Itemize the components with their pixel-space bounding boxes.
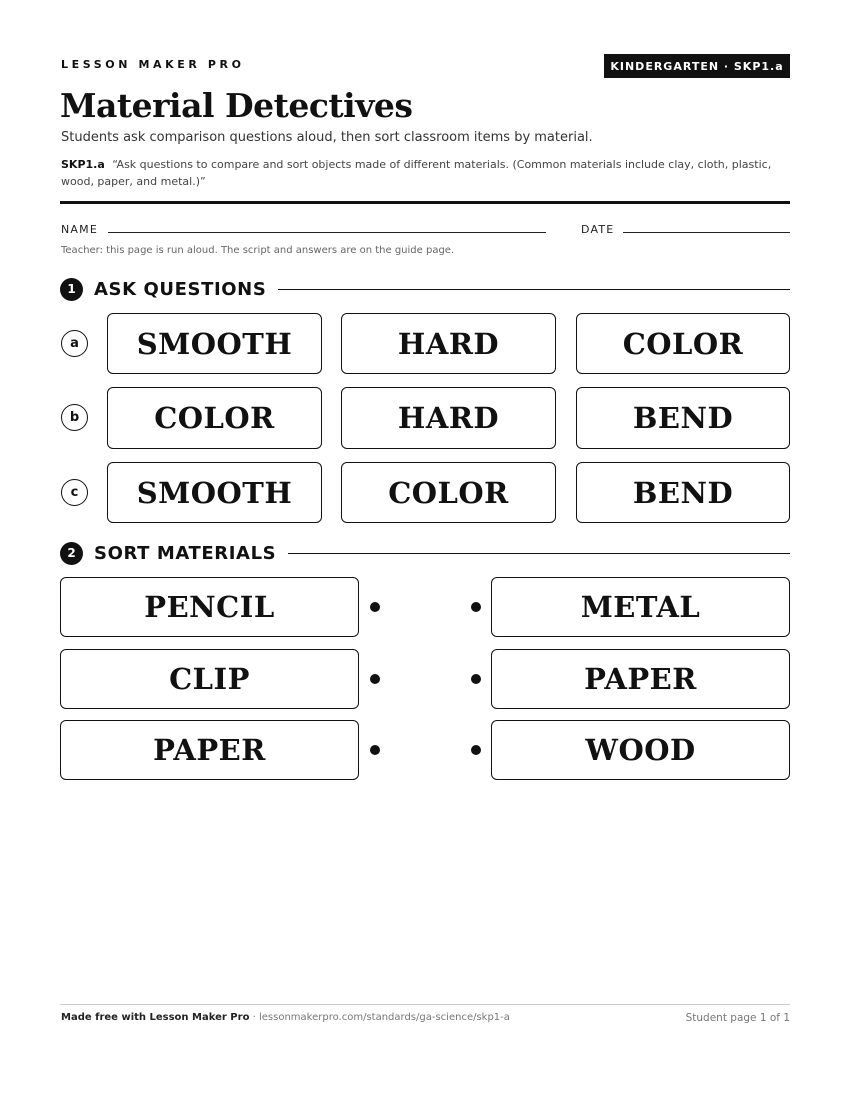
item-card-left[interactable]: CLIP — [60, 649, 359, 709]
question-letter-c: c — [61, 479, 88, 506]
page-subtitle: Students ask comparison questions aloud, then sort classroom items by material. — [61, 130, 593, 145]
name-label: NAME — [61, 223, 98, 236]
section-title: ASK QUESTIONS — [94, 278, 267, 300]
material-card-right[interactable]: WOOD — [491, 720, 790, 780]
standard-statement — [61, 156, 791, 190]
word-card[interactable]: COLOR — [576, 313, 790, 374]
match-dot-right[interactable] — [471, 674, 481, 684]
word-card[interactable]: HARD — [341, 387, 556, 449]
footer-page-indicator: Student page 1 of 1 — [685, 1012, 790, 1024]
word-card[interactable]: SMOOTH — [107, 462, 322, 523]
section-number-badge: 2 — [60, 542, 83, 565]
name-write-line[interactable] — [108, 232, 546, 233]
match-dot-left[interactable] — [370, 745, 380, 755]
footer-separator: · — [249, 1012, 259, 1023]
word-card[interactable]: BEND — [576, 462, 790, 523]
item-card-left[interactable]: PENCIL — [60, 577, 359, 637]
grade-standard-badge: KINDERGARTEN · SKP1.a — [604, 54, 790, 78]
word-card[interactable]: BEND — [576, 387, 790, 449]
date-write-line[interactable] — [623, 232, 790, 233]
question-letter-a: a — [61, 330, 88, 357]
match-dot-right[interactable] — [471, 745, 481, 755]
date-label: DATE — [581, 223, 615, 236]
word-card[interactable]: COLOR — [107, 387, 322, 449]
word-card[interactable]: HARD — [341, 313, 556, 374]
word-card[interactable]: COLOR — [341, 462, 556, 523]
section-number-badge: 1 — [60, 278, 83, 301]
section-ask-questions-header — [60, 277, 790, 301]
footer-url[interactable]: lessonmakerpro.com/standards/ga-science/skp1-a — [258, 1012, 510, 1023]
word-card[interactable]: SMOOTH — [107, 313, 322, 374]
brand-name: LESSON MAKER PRO — [61, 58, 245, 71]
footer-credit — [61, 1012, 510, 1023]
match-dot-left[interactable] — [370, 674, 380, 684]
standard-code: SKP1.a — [61, 158, 105, 171]
material-card-right[interactable]: PAPER — [491, 649, 790, 709]
match-dot-left[interactable] — [370, 602, 380, 612]
teacher-note: Teacher: this page is run aloud. The script and answers are on the guide page. — [61, 245, 455, 256]
section-sort-materials-header — [60, 541, 790, 565]
section-rule — [288, 553, 790, 554]
footer-maker: Made free with Lesson Maker Pro — [61, 1012, 250, 1023]
item-card-left[interactable]: PAPER — [60, 720, 359, 780]
standard-text: “Ask questions to compare and sort objects made of different materials. (Common materials include clay, cloth, plastic, wood, paper, and metal.)” — [61, 158, 772, 188]
section-rule — [278, 289, 790, 290]
header-divider — [60, 201, 790, 204]
question-letter-b: b — [61, 404, 88, 431]
match-dot-right[interactable] — [471, 602, 481, 612]
footer-divider — [60, 1004, 790, 1005]
section-title: SORT MATERIALS — [94, 542, 277, 564]
page-title: Material Detectives — [60, 86, 413, 125]
material-card-right[interactable]: METAL — [491, 577, 790, 637]
